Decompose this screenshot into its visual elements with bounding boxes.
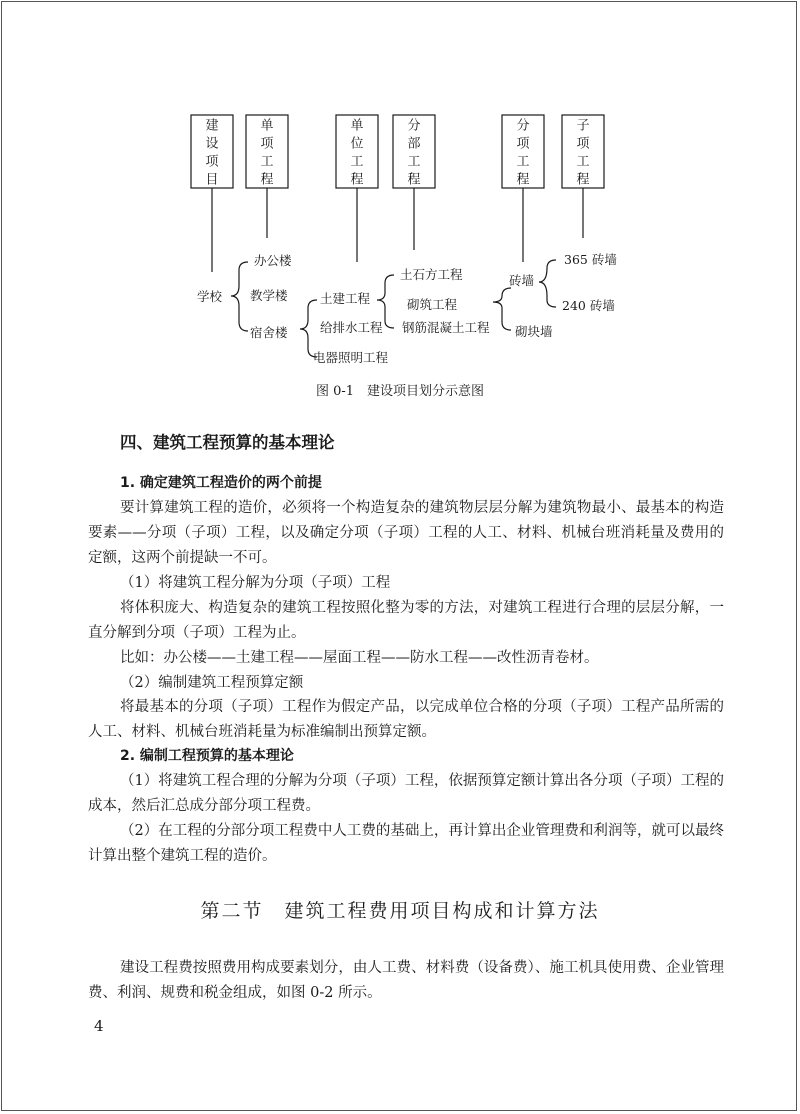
box-label-single-project: 单项工程 [260,118,274,188]
label-plumbing-works: 给排水工程 [320,320,383,335]
box-label-division-project: 分部工程 [407,118,421,188]
page-number: 4 [94,1017,104,1035]
subheading-1: 1. 确定建筑工程造价的两个前提 [120,475,322,491]
paragraph-1: 要计算建筑工程的造价，必须将一个构造复杂的建筑物层层分解为建筑物最小、最基本的构造要素——分项（子项）工程，以及确定分项（子项）工程的人工、材料、机械台班消耗量及费用的定额，这两个前提缺一不可。 [88,500,724,566]
list-item-2: （2）编制建筑工程预算定额 [120,675,304,691]
label-electrical-works: 电器照明工程 [313,350,389,365]
paragraph-2: 将体积庞大、构造复杂的建筑工程按照化整为零的方法，对建筑工程进行合理的层层分解，一直分解到分项（子项）工程为止。 [88,600,724,641]
label-school: 学校 [197,289,223,304]
project-breakdown-diagram [0,0,800,400]
label-civil-works: 土建工程 [320,291,371,306]
label-block-wall: 砌块墙 [515,324,553,339]
label-365-brick-wall: 365 砖墙 [564,252,617,267]
list-item-1: （1）将建筑工程分解为分项（子项）工程 [120,575,391,591]
label-240-brick-wall: 240 砖墙 [562,298,615,313]
chapter-heading: 第二节 建筑工程费用项目构成和计算方法 [200,900,600,922]
label-brick-wall: 砖墙 [509,273,535,288]
box-label-sub-item-project: 子项工程 [576,118,590,188]
paragraph-4: （1）将建筑工程合理的分解为分项（子项）工程，依据预算定额计算出各分项（子项）工程的成本，然后汇总成分部分项工程费。 [88,773,724,814]
label-dormitory: 宿舍楼 [250,325,288,340]
paragraph-5: （2）在工程的分部分项工程费中人工费的基础上，再计算出企业管理费和利润等，就可以最终计算出整个建筑工程的造价。 [88,823,724,864]
label-earthworks: 土石方工程 [400,267,463,282]
chapter-paragraph: 建设工程费按照费用构成要素划分，由人工费、材料费（设备费）、施工机具使用费、企业管理费、利润、规费和税金组成，如图 0-2 所示。 [88,960,724,1001]
label-reinforced-concrete: 钢筋混凝土工程 [402,320,490,335]
box-label-construction-project: 建设项目 [205,118,219,188]
label-office-building: 办公楼 [254,253,292,268]
box-label-subdivision-project: 分项工程 [516,118,530,188]
section-heading: 四、建筑工程预算的基本理论 [120,433,335,452]
label-teaching-building: 教学楼 [250,288,288,303]
paragraph-3: 将最基本的分项（子项）工程作为假定产品，以完成单位合格的分项（子项）工程产品所需的人工、材料、机械台班消耗量为标准编制出预算定额。 [88,699,724,740]
subheading-2: 2. 编制工程预算的基本理论 [120,748,294,764]
example-line: 比如：办公楼——土建工程——屋面工程——防水工程——改性沥青卷材。 [120,650,599,666]
box-label-unit-project: 单位工程 [350,118,364,188]
figure-caption: 图 0-1 建设项目划分示意图 [315,384,485,399]
label-masonry: 砌筑工程 [407,297,458,312]
